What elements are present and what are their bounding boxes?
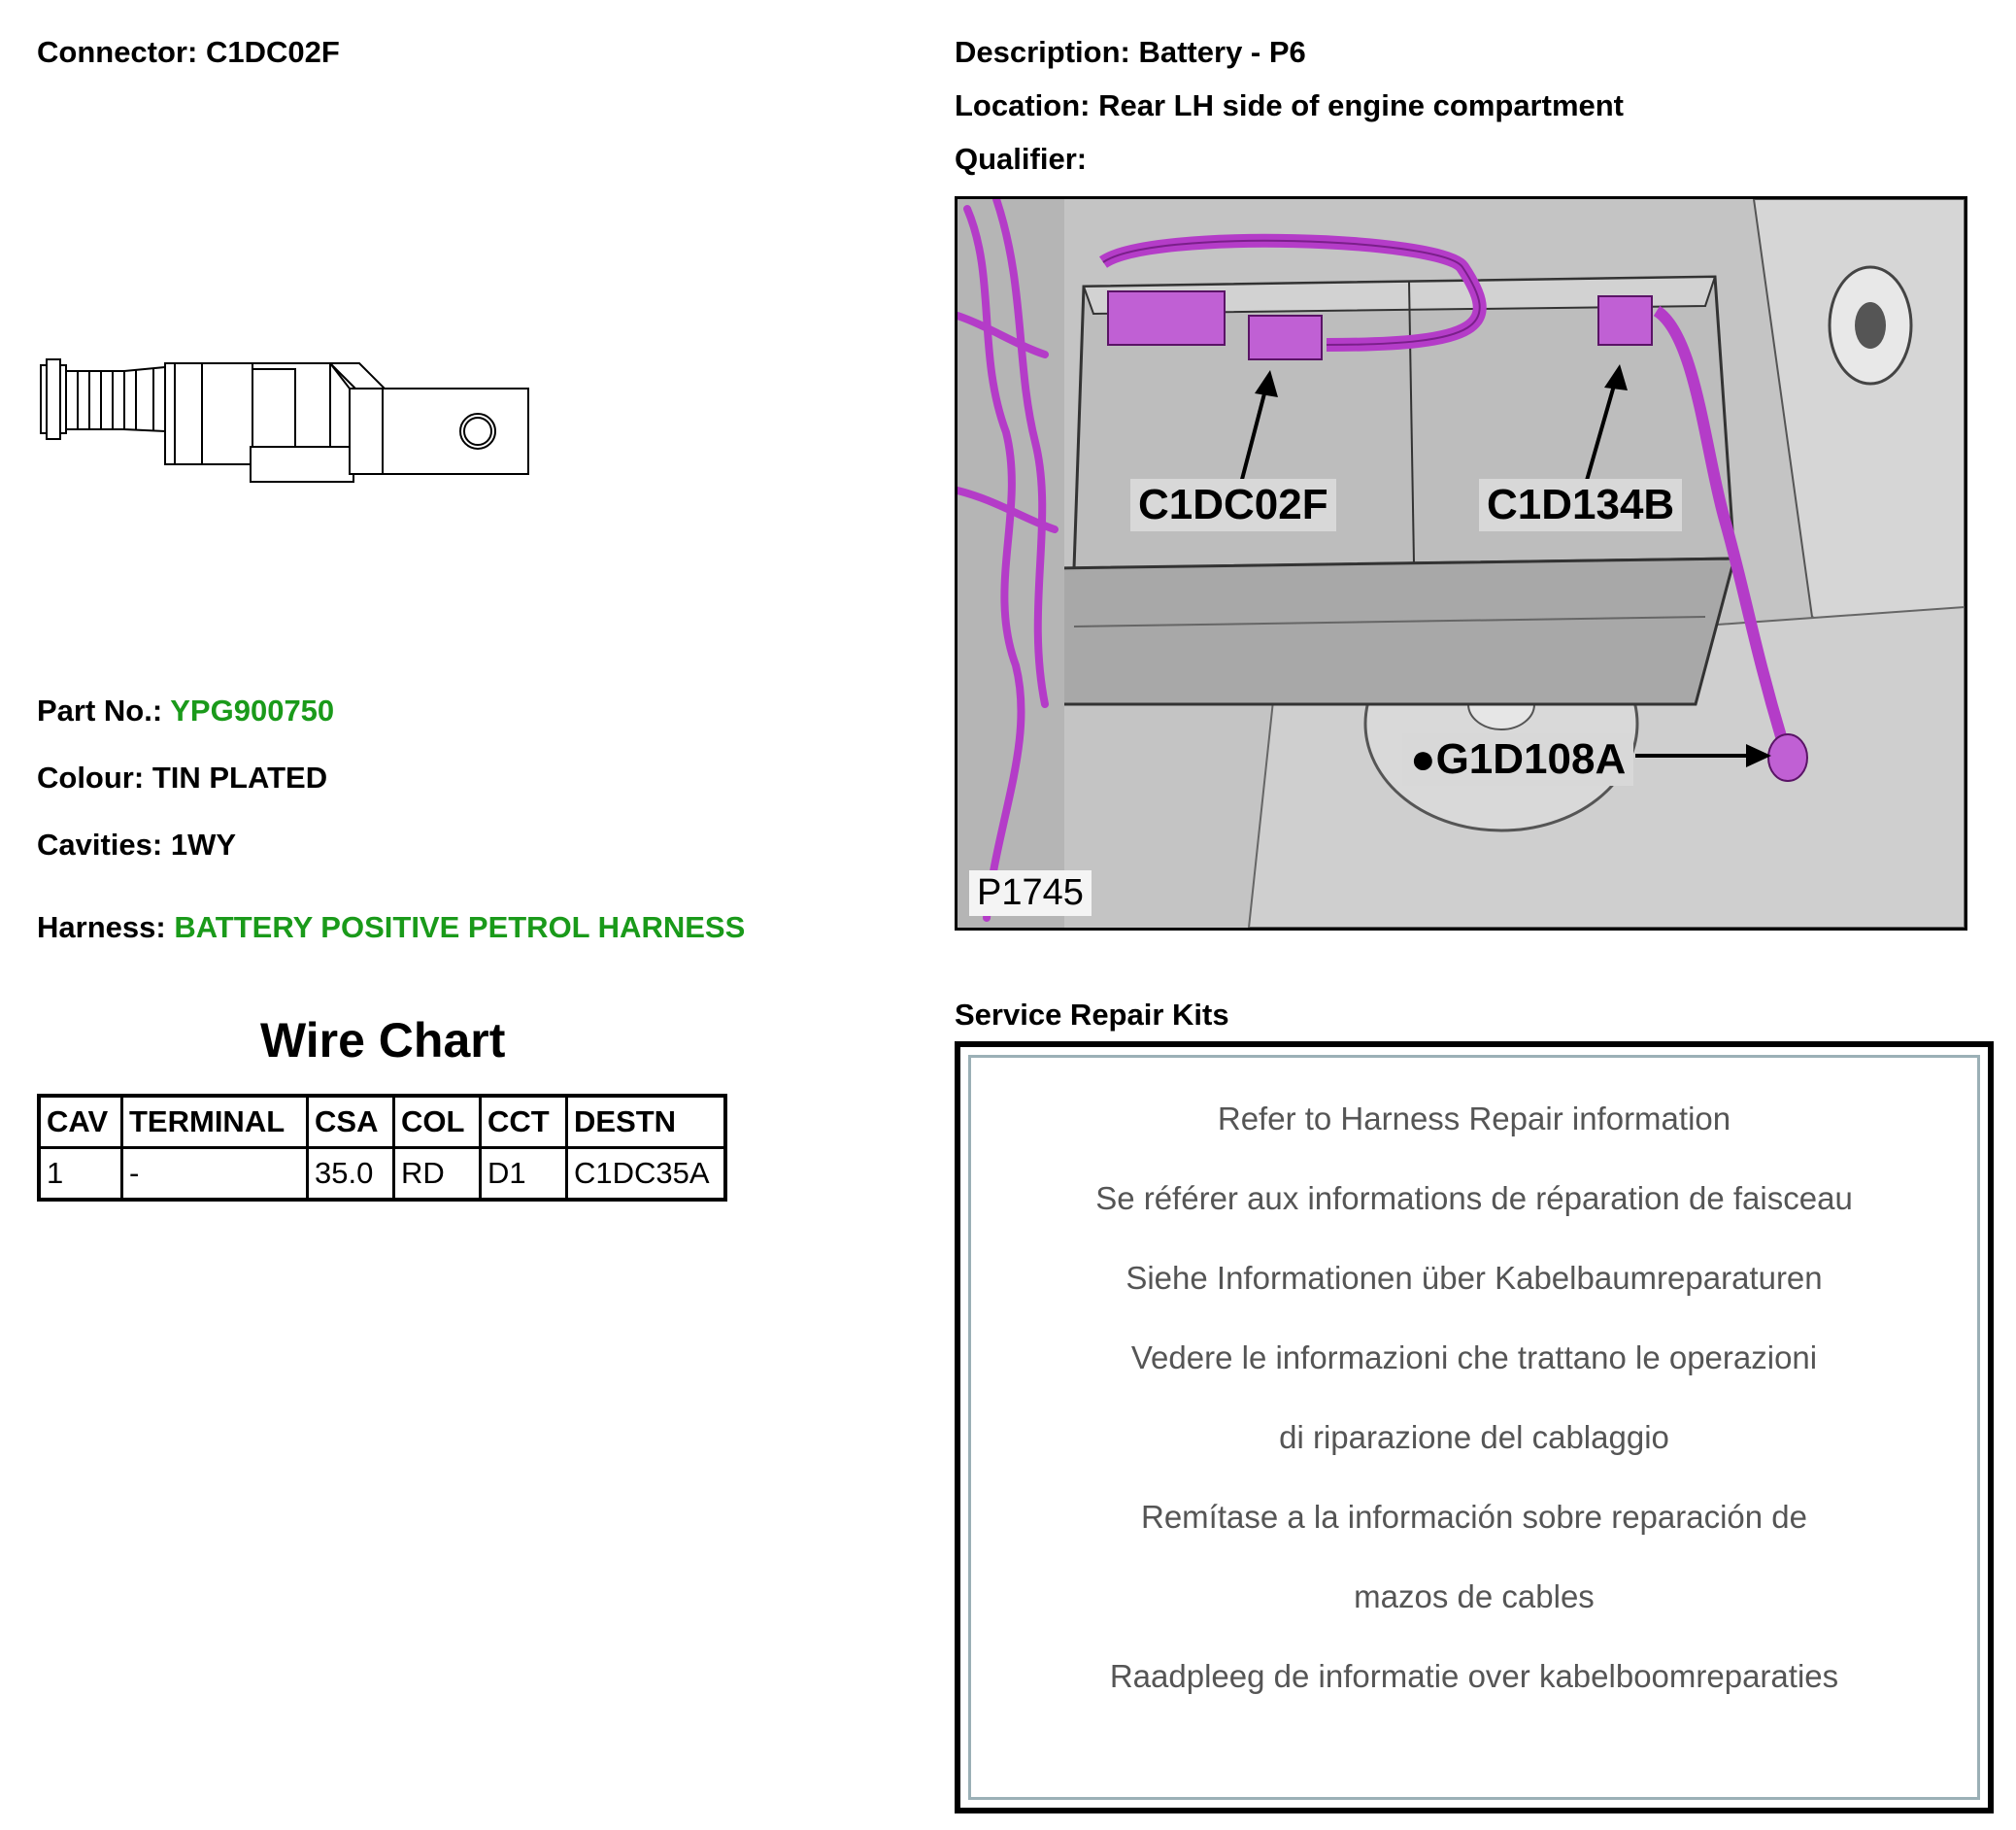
service-repair-kits-inner — [968, 1055, 1980, 1800]
cell-col: RD — [394, 1148, 481, 1201]
qualifier-field — [955, 142, 1087, 177]
kit-line-fr: Se référer aux informations de réparation de faisceau — [1095, 1180, 1853, 1216]
kit-line-nl: Raadpleeg de informatie over kabelboomreparaties — [1109, 1658, 1839, 1694]
cell-csa: 35.0 — [308, 1148, 394, 1201]
location-field — [955, 88, 1624, 123]
cavities-field — [37, 828, 236, 863]
photo-reference: P1745 — [969, 870, 1092, 916]
harness-label: Harness: — [37, 910, 166, 944]
location-value: Rear LH side of engine compartment — [1098, 88, 1625, 122]
header-cct: CCT — [481, 1096, 567, 1148]
harness-field — [37, 910, 745, 945]
part-no-field — [37, 694, 334, 729]
description-field — [955, 35, 1306, 70]
colour-field — [37, 761, 327, 796]
location-label: Location: — [955, 88, 1091, 122]
kit-line-es-2: mazos de cables — [1354, 1578, 1595, 1614]
service-repair-kits-title: Service Repair Kits — [955, 998, 1229, 1032]
qualifier-label: Qualifier: — [955, 142, 1088, 176]
kit-line-it-2: di riparazione del cablaggio — [1279, 1419, 1669, 1455]
cavities-value: 1WY — [170, 828, 237, 862]
connector-field — [37, 35, 340, 70]
engine-bay-illustration — [958, 199, 1965, 928]
description-label: Description: — [955, 35, 1130, 69]
kit-line-de: Siehe Informationen über Kabelbaumreparaturen — [1126, 1260, 1823, 1296]
kit-line-es-1: Remítase a la información sobre reparación de — [1140, 1499, 1808, 1535]
location-photo — [955, 196, 1967, 931]
wire-chart-header-row — [39, 1096, 725, 1148]
connector-drawing — [39, 350, 534, 505]
colour-label: Colour: — [37, 761, 145, 795]
description-value: Battery - P6 — [1138, 35, 1306, 69]
cavities-label: Cavities: — [37, 828, 163, 862]
callout-c1d134b: C1D134B — [1479, 479, 1682, 531]
kit-line-it-1: Vedere le informazioni che trattano le operazioni — [1130, 1339, 1818, 1375]
kit-line-en: Refer to Harness Repair information — [1217, 1101, 1731, 1136]
colour-value: TIN PLATED — [151, 761, 328, 795]
cell-terminal: - — [122, 1148, 308, 1201]
harness-value: BATTERY POSITIVE PETROL HARNESS — [174, 910, 746, 944]
cell-cct: D1 — [481, 1148, 567, 1201]
header-csa: CSA — [308, 1096, 394, 1148]
wire-chart-title: Wire Chart — [260, 1013, 506, 1068]
header-col: COL — [394, 1096, 481, 1148]
table-row — [39, 1148, 725, 1201]
connector-value: C1DC02F — [205, 35, 340, 69]
cell-destn: C1DC35A — [567, 1148, 726, 1201]
header-destn: DESTN — [567, 1096, 726, 1148]
part-no-label: Part No.: — [37, 694, 163, 728]
callout-g1d108a: ●G1D108A — [1402, 733, 1633, 786]
connector-label: Connector: — [37, 35, 198, 69]
header-cav: CAV — [39, 1096, 122, 1148]
wire-chart-table — [37, 1094, 727, 1202]
header-terminal: TERMINAL — [122, 1096, 308, 1148]
service-repair-kits-box — [955, 1041, 1994, 1813]
cell-cav: 1 — [39, 1148, 122, 1201]
part-no-value: YPG900750 — [170, 694, 335, 728]
callout-c1dc02f: C1DC02F — [1130, 479, 1336, 531]
